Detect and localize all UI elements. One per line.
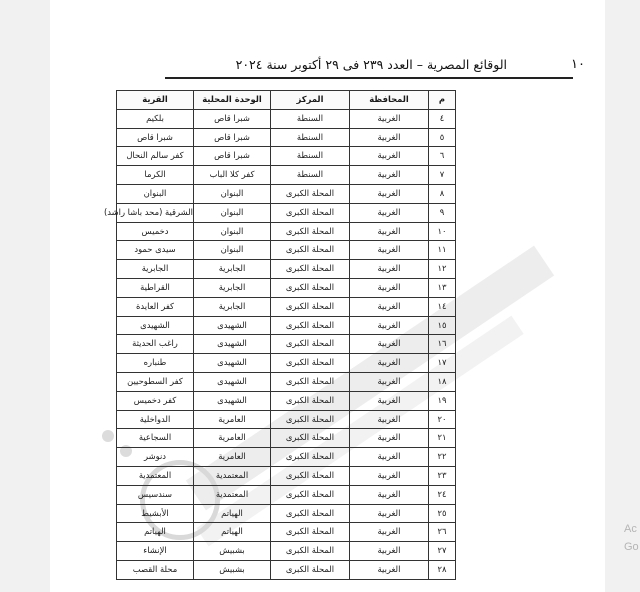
page-header [50, 55, 605, 75]
cell-local-unit: المعتمدية [194, 466, 271, 485]
cell-village: الشرقية (محد باشا راشد) [117, 203, 194, 222]
watermark-dot [102, 430, 114, 442]
cell-number: ١٠ [429, 222, 456, 241]
cell-local-unit: العامرية [194, 448, 271, 467]
cell-local-unit: الشهيدى [194, 335, 271, 354]
cell-village: سيدى حمود [117, 241, 194, 260]
cell-center: المحلة الكبرى [271, 278, 350, 297]
table-row [117, 335, 456, 354]
table-row [117, 372, 456, 391]
cell-governorate: الغربية [350, 222, 429, 241]
cell-center: المحلة الكبرى [271, 222, 350, 241]
cell-local-unit: البنوان [194, 222, 271, 241]
table-row [117, 560, 456, 579]
cell-local-unit: الشهيدى [194, 316, 271, 335]
overlay-line: Ac [624, 523, 637, 535]
table-row [117, 466, 456, 485]
cell-governorate: الغربية [350, 241, 429, 260]
cell-local-unit: الجابرية [194, 278, 271, 297]
cell-governorate: الغربية [350, 523, 429, 542]
cell-local-unit: شبرا قاص [194, 128, 271, 147]
cell-village: الدواخلية [117, 410, 194, 429]
cell-center: السنطة [271, 147, 350, 166]
cell-center: المحلة الكبرى [271, 448, 350, 467]
cell-village: شبرا قاص [117, 128, 194, 147]
cell-local-unit: الشهيدى [194, 354, 271, 373]
cell-local-unit: الشهيدى [194, 372, 271, 391]
cell-number: ٩ [429, 203, 456, 222]
table-row [117, 147, 456, 166]
cell-center: المحلة الكبرى [271, 241, 350, 260]
cell-village: البنوان [117, 184, 194, 203]
cell-village: الهياتم [117, 523, 194, 542]
cell-number: ٢٠ [429, 410, 456, 429]
cell-number: ١٩ [429, 391, 456, 410]
table-row [117, 504, 456, 523]
cell-governorate: الغربية [350, 166, 429, 185]
cell-center: المحلة الكبرى [271, 485, 350, 504]
cell-center: المحلة الكبرى [271, 297, 350, 316]
table-row [117, 241, 456, 260]
cell-village: الجابرية [117, 260, 194, 279]
page-title: الوقائع المصرية – العدد ٢٣٩ فى ٢٩ أكتوبر سنة ٢٠٢٤ [235, 57, 507, 72]
cell-center: السنطة [271, 166, 350, 185]
cell-local-unit: شبرا قاص [194, 147, 271, 166]
cell-village: الشهيدى [117, 316, 194, 335]
cell-local-unit: المعتمدية [194, 485, 271, 504]
cell-center: المحلة الكبرى [271, 260, 350, 279]
cell-village: الأبشيط [117, 504, 194, 523]
cell-number: ١١ [429, 241, 456, 260]
table-row [117, 278, 456, 297]
cell-governorate: الغربية [350, 109, 429, 128]
cell-governorate: الغربية [350, 448, 429, 467]
cell-center: المحلة الكبرى [271, 391, 350, 410]
table-row [117, 316, 456, 335]
table-row [117, 203, 456, 222]
cell-village: الكرما [117, 166, 194, 185]
cell-governorate: الغربية [350, 316, 429, 335]
cell-number: ١٥ [429, 316, 456, 335]
table-row [117, 429, 456, 448]
cell-governorate: الغربية [350, 147, 429, 166]
table-row [117, 128, 456, 147]
cell-center: المحلة الكبرى [271, 354, 350, 373]
cell-number: ١٤ [429, 297, 456, 316]
table-row [117, 523, 456, 542]
cell-center: المحلة الكبرى [271, 560, 350, 579]
cell-local-unit: الجابرية [194, 297, 271, 316]
cell-number: ٢٧ [429, 542, 456, 561]
cell-number: ٢٨ [429, 560, 456, 579]
table-row [117, 297, 456, 316]
cell-center: المحلة الكبرى [271, 203, 350, 222]
table-row [117, 542, 456, 561]
cell-governorate: الغربية [350, 466, 429, 485]
cell-center: المحلة الكبرى [271, 523, 350, 542]
cell-governorate: الغربية [350, 485, 429, 504]
cell-governorate: الغربية [350, 429, 429, 448]
table-row [117, 391, 456, 410]
cell-number: ٢٦ [429, 523, 456, 542]
table-row [117, 184, 456, 203]
cell-village: الإنشاء [117, 542, 194, 561]
cell-number: ٢٣ [429, 466, 456, 485]
cell-center: المحلة الكبرى [271, 184, 350, 203]
cell-governorate: الغربية [350, 260, 429, 279]
cell-number: ١٣ [429, 278, 456, 297]
cell-village: كفر السطوحيين [117, 372, 194, 391]
page-number: ١٠ [571, 57, 585, 72]
cell-village: طنباره [117, 354, 194, 373]
table-row [117, 109, 456, 128]
cell-village: دنوشر [117, 448, 194, 467]
cell-governorate: الغربية [350, 560, 429, 579]
cell-local-unit: العامرية [194, 429, 271, 448]
cell-local-unit: شبرا قاص [194, 109, 271, 128]
cell-village: كفر دخميس [117, 391, 194, 410]
cell-center: المحلة الكبرى [271, 504, 350, 523]
cell-village: القراطية [117, 278, 194, 297]
cell-governorate: الغربية [350, 372, 429, 391]
table-header-row [117, 91, 456, 110]
cell-number: ١٢ [429, 260, 456, 279]
cell-local-unit: الهياتم [194, 523, 271, 542]
villages-table [103, 90, 456, 580]
cell-center: السنطة [271, 109, 350, 128]
table-row [117, 410, 456, 429]
cell-number: ٦ [429, 147, 456, 166]
cell-governorate: الغربية [350, 278, 429, 297]
cell-local-unit: البنوان [194, 184, 271, 203]
cell-center: المحلة الكبرى [271, 335, 350, 354]
cell-number: ٧ [429, 166, 456, 185]
cell-village: راغب الحديثة [117, 335, 194, 354]
cell-governorate: الغربية [350, 203, 429, 222]
cell-governorate: الغربية [350, 128, 429, 147]
cell-local-unit: الشهيدى [194, 391, 271, 410]
column-header-governorate: المحافظة [350, 91, 429, 110]
cell-number: ٥ [429, 128, 456, 147]
cell-governorate: الغربية [350, 391, 429, 410]
table-row [117, 222, 456, 241]
cell-governorate: الغربية [350, 184, 429, 203]
cell-local-unit: البنوان [194, 203, 271, 222]
cell-number: ٨ [429, 184, 456, 203]
table-row [117, 448, 456, 467]
cell-local-unit: كفر كلا الباب [194, 166, 271, 185]
cell-local-unit: بشبيش [194, 560, 271, 579]
cell-center: المحلة الكبرى [271, 542, 350, 561]
cell-center: المحلة الكبرى [271, 429, 350, 448]
cell-village: كفر العايدة [117, 297, 194, 316]
cell-village: محلة القصب [117, 560, 194, 579]
cell-governorate: الغربية [350, 335, 429, 354]
cell-village: المعتمدية [117, 466, 194, 485]
cell-number: ٢١ [429, 429, 456, 448]
cell-local-unit: العامرية [194, 410, 271, 429]
cell-local-unit: بشبيش [194, 542, 271, 561]
cell-number: ١٦ [429, 335, 456, 354]
cell-village: سندسيس [117, 485, 194, 504]
header-divider [165, 77, 573, 79]
table-row [117, 166, 456, 185]
cell-governorate: الغربية [350, 542, 429, 561]
column-header-number: م [429, 91, 456, 110]
column-header-village: القرية [117, 91, 194, 110]
cell-center: المحلة الكبرى [271, 466, 350, 485]
cell-village: السجاعية [117, 429, 194, 448]
cell-number: ١٧ [429, 354, 456, 373]
cell-governorate: الغربية [350, 354, 429, 373]
table-row [117, 485, 456, 504]
cell-number: ١٨ [429, 372, 456, 391]
table-row [117, 260, 456, 279]
cell-village: كفر سالم النحال [117, 147, 194, 166]
cell-center: السنطة [271, 128, 350, 147]
cell-governorate: الغربية [350, 504, 429, 523]
cell-governorate: الغربية [350, 410, 429, 429]
cell-number: ٢٥ [429, 504, 456, 523]
overlay-line: Go [624, 541, 639, 553]
column-header-center: المركز [271, 91, 350, 110]
activation-overlay-text [624, 520, 639, 556]
cell-center: المحلة الكبرى [271, 316, 350, 335]
cell-number: ٢٢ [429, 448, 456, 467]
cell-center: المحلة الكبرى [271, 372, 350, 391]
cell-governorate: الغربية [350, 297, 429, 316]
cell-village: بلكيم [117, 109, 194, 128]
cell-local-unit: الجابرية [194, 260, 271, 279]
column-header-local-unit: الوحدة المحلية [194, 91, 271, 110]
cell-center: المحلة الكبرى [271, 410, 350, 429]
cell-local-unit: الهياتم [194, 504, 271, 523]
cell-number: ٤ [429, 109, 456, 128]
cell-number: ٢٤ [429, 485, 456, 504]
cell-village: دخميس [117, 222, 194, 241]
table-row [117, 354, 456, 373]
cell-local-unit: البنوان [194, 241, 271, 260]
